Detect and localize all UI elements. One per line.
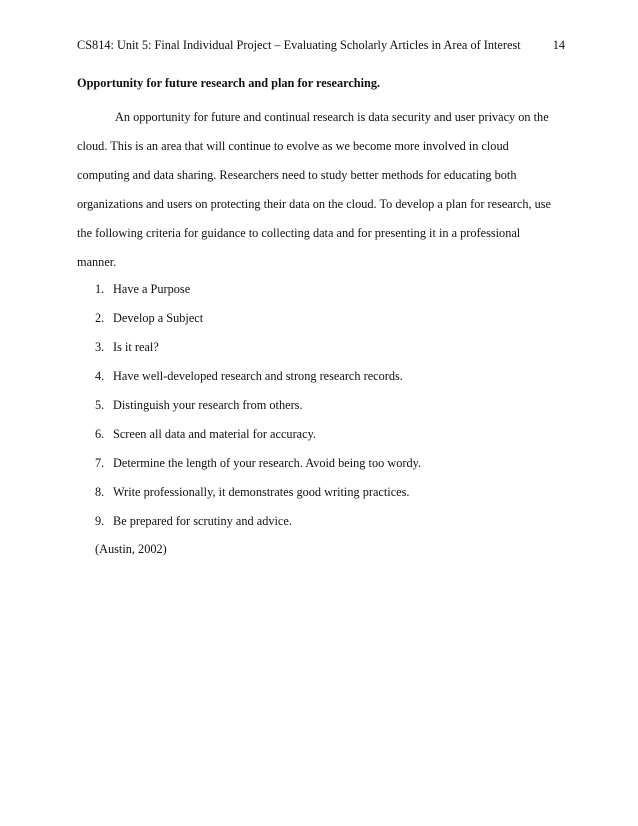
paragraph-line: cloud. This is an area that will continue to evolve as we become more involved in cloud [77, 139, 509, 153]
list-item-number: 5. [95, 398, 105, 412]
list-item-text: Have a Purpose [113, 282, 191, 296]
list-item-number: 6. [95, 427, 105, 441]
list-item-text: Write professionally, it demonstrates good writing practices. [113, 485, 410, 499]
list-item [95, 275, 421, 304]
list-item-number: 4. [95, 369, 105, 383]
paragraph-line: organizations and users on protecting their data on the cloud. To develop a plan for research, use [77, 197, 552, 211]
list-item-number: 9. [95, 514, 105, 528]
paragraph-line: manner. [77, 255, 117, 269]
list-item-text: Is it real? [113, 340, 159, 354]
running-head [77, 36, 565, 54]
list-item-number: 3. [95, 340, 105, 354]
citation: (Austin, 2002) [95, 542, 167, 556]
list-item-text: Develop a Subject [113, 311, 204, 325]
list-item-number: 2. [95, 311, 105, 325]
list-item-number: 1. [95, 282, 105, 296]
page-number: 14 [552, 38, 565, 52]
list-item [95, 333, 421, 362]
list-item [95, 304, 421, 333]
body-paragraph [77, 103, 577, 277]
list-item-text: Have well-developed research and strong research records. [113, 369, 403, 383]
list-item [95, 391, 421, 420]
list-item [95, 507, 421, 536]
list-item-text: Screen all data and material for accuracy. [113, 427, 317, 441]
list-item-text: Be prepared for scrutiny and advice. [113, 514, 292, 528]
list-item-number: 7. [95, 456, 105, 470]
paragraph-line: An opportunity for future and continual research is data security and user privacy on the [115, 110, 549, 124]
list-item [95, 420, 421, 449]
section-heading: Opportunity for future research and plan for researching. [77, 76, 381, 90]
list-item-text: Distinguish your research from others. [113, 398, 303, 412]
running-head-title: CS814: Unit 5: Final Individual Project – Evaluating Scholarly Articles in Area of Interest [77, 38, 521, 52]
list-item-text: Determine the length of your research. Avoid being too wordy. [113, 456, 422, 470]
paragraph-line: the following criteria for guidance to collecting data and for presenting it in a professional [77, 226, 521, 240]
list-item [95, 449, 421, 478]
criteria-list [95, 275, 421, 536]
paragraph-line: computing and data sharing. Researchers need to study better methods for educating both [77, 168, 517, 182]
list-item [95, 362, 421, 391]
list-item-number: 8. [95, 485, 105, 499]
list-item [95, 478, 421, 507]
